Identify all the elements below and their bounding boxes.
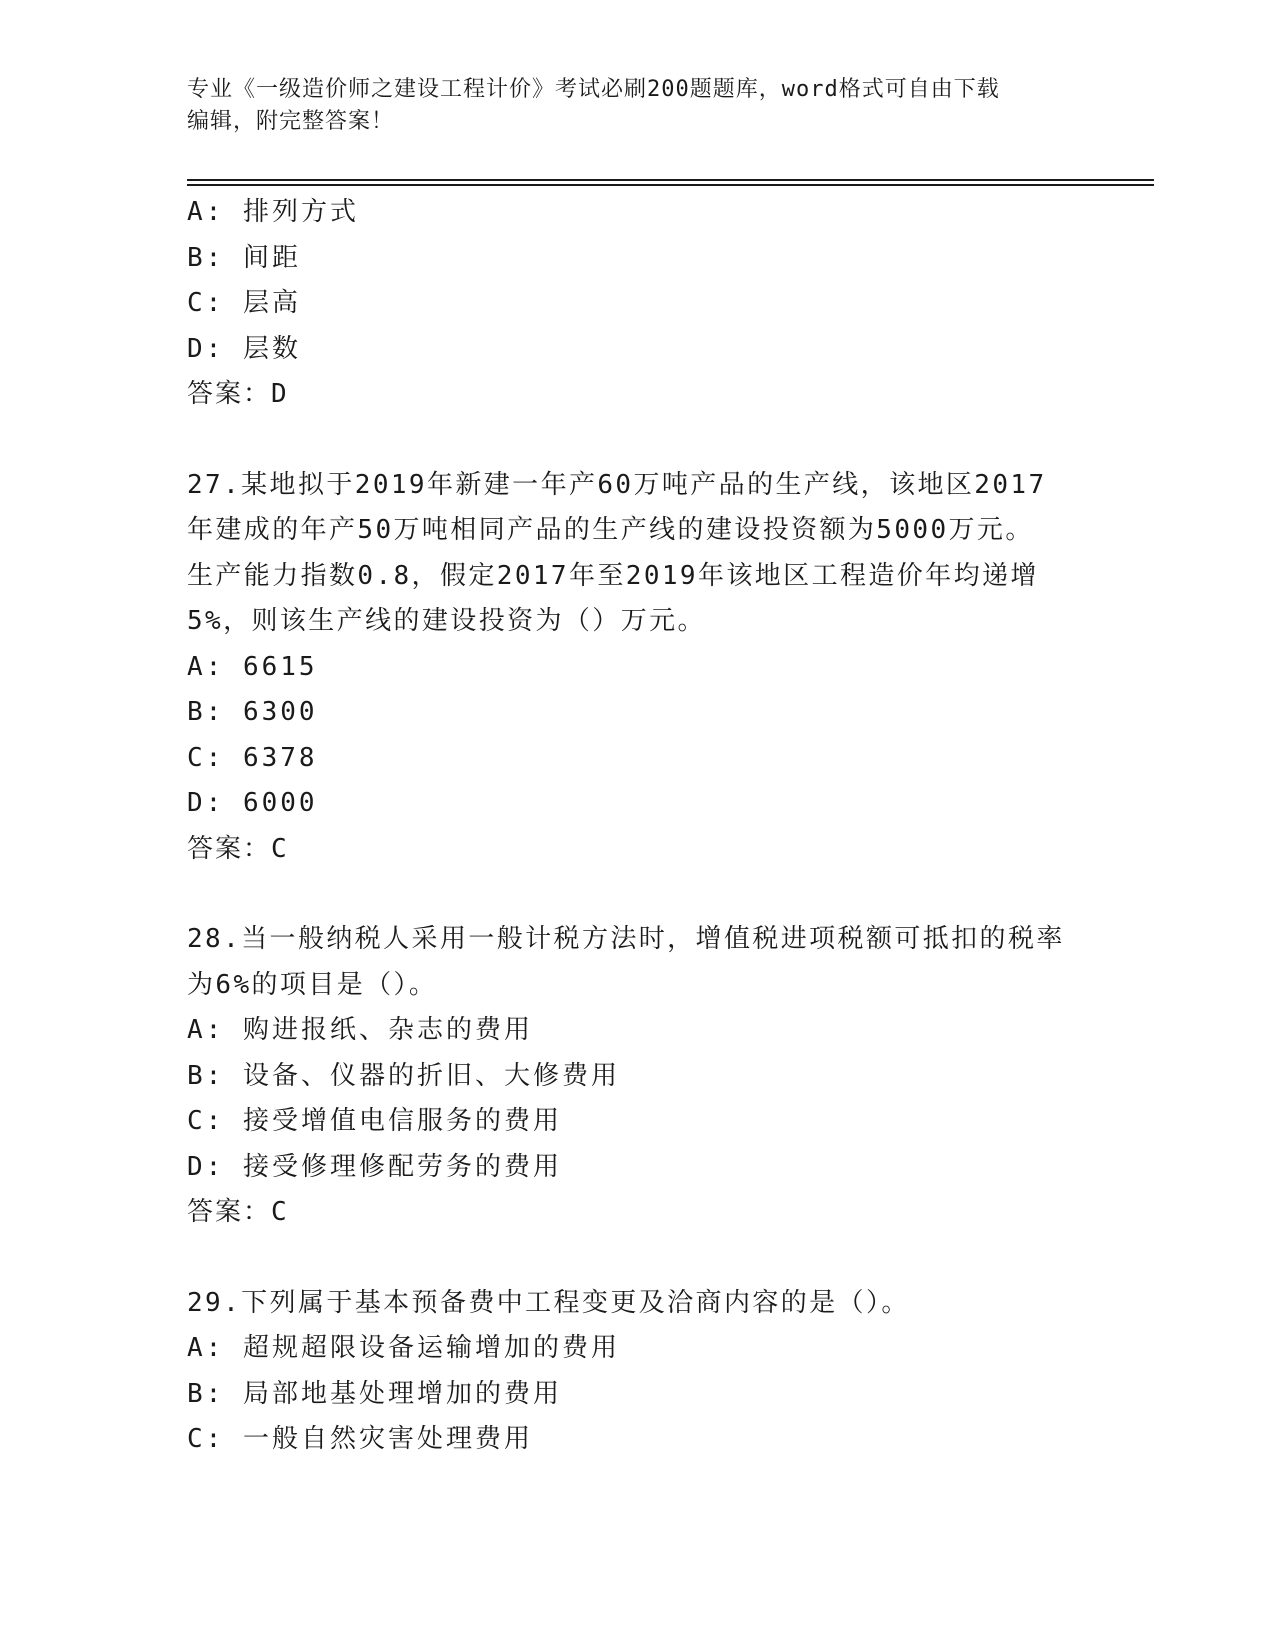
- question-stem: [187, 463, 1087, 645]
- option-c: C: 接受增值电信服务的费用: [187, 1106, 562, 1136]
- question-29: [187, 1281, 1087, 1463]
- option-c: C: 一般自然灾害处理费用: [187, 1424, 533, 1454]
- stem-line: 5%，则该生产线的建设投资为（）万元。: [187, 606, 706, 636]
- option-a: A: 购进报纸、杂志的费用: [187, 1015, 533, 1045]
- answer: 答案：C: [187, 833, 289, 864]
- header-divider-top: [187, 179, 1154, 181]
- option-a: A: 超规超限设备运输增加的费用: [187, 1333, 620, 1363]
- header-divider-bottom: [187, 184, 1154, 186]
- option-c: C: 6378: [187, 742, 318, 773]
- stem-line: 29.下列属于基本预备费中工程变更及洽商内容的是（）。: [187, 1287, 910, 1318]
- option-a: A: 排列方式: [187, 197, 359, 227]
- option-b: B: 局部地基处理增加的费用: [187, 1378, 562, 1409]
- stem-line: 生产能力指数0.8，假定2017年至2019年该地区工程造价年均递增: [187, 560, 1039, 591]
- question-stem: [187, 917, 1087, 1008]
- question-stem: [187, 1281, 1087, 1327]
- option-c: C: 层高: [187, 288, 301, 318]
- option-b: B: 间距: [187, 242, 301, 273]
- header-line-1: 专业《一级造价师之建设工程计价》考试必刷200题题库，word格式可自由下载: [187, 77, 1000, 102]
- question-spacer: [187, 1236, 1087, 1281]
- question-spacer: [187, 418, 1087, 463]
- header-line-2: 编辑，附完整答案！: [187, 109, 395, 134]
- option-d: D: 接受修理修配劳务的费用: [187, 1151, 562, 1182]
- question-spacer: [187, 872, 1087, 917]
- stem-line: 28.当一般纳税人采用一般计税方法时，增值税进项税额可抵扣的税率: [187, 924, 1065, 954]
- question-list: [187, 190, 1087, 1463]
- option-d: D: 6000: [187, 788, 318, 818]
- stem-line: 年建成的年产50万吨相同产品的生产线的建设投资额为5000万元。: [187, 515, 1034, 545]
- stem-line: 27.某地拟于2019年新建一年产60万吨产品的生产线，该地区2017: [187, 469, 1047, 500]
- option-a: A: 6615: [187, 651, 318, 682]
- question-26: [187, 190, 1087, 418]
- answer: 答案：D: [187, 379, 289, 409]
- option-d: D: 层数: [187, 333, 301, 364]
- question-27: [187, 463, 1087, 873]
- stem-line: 为6%的项目是（）。: [187, 969, 438, 1000]
- answer: 答案：C: [187, 1197, 289, 1227]
- option-b: B: 设备、仪器的折旧、大修费用: [187, 1060, 620, 1091]
- document-header: [187, 74, 1067, 138]
- option-b: B: 6300: [187, 697, 318, 727]
- question-28: [187, 917, 1087, 1236]
